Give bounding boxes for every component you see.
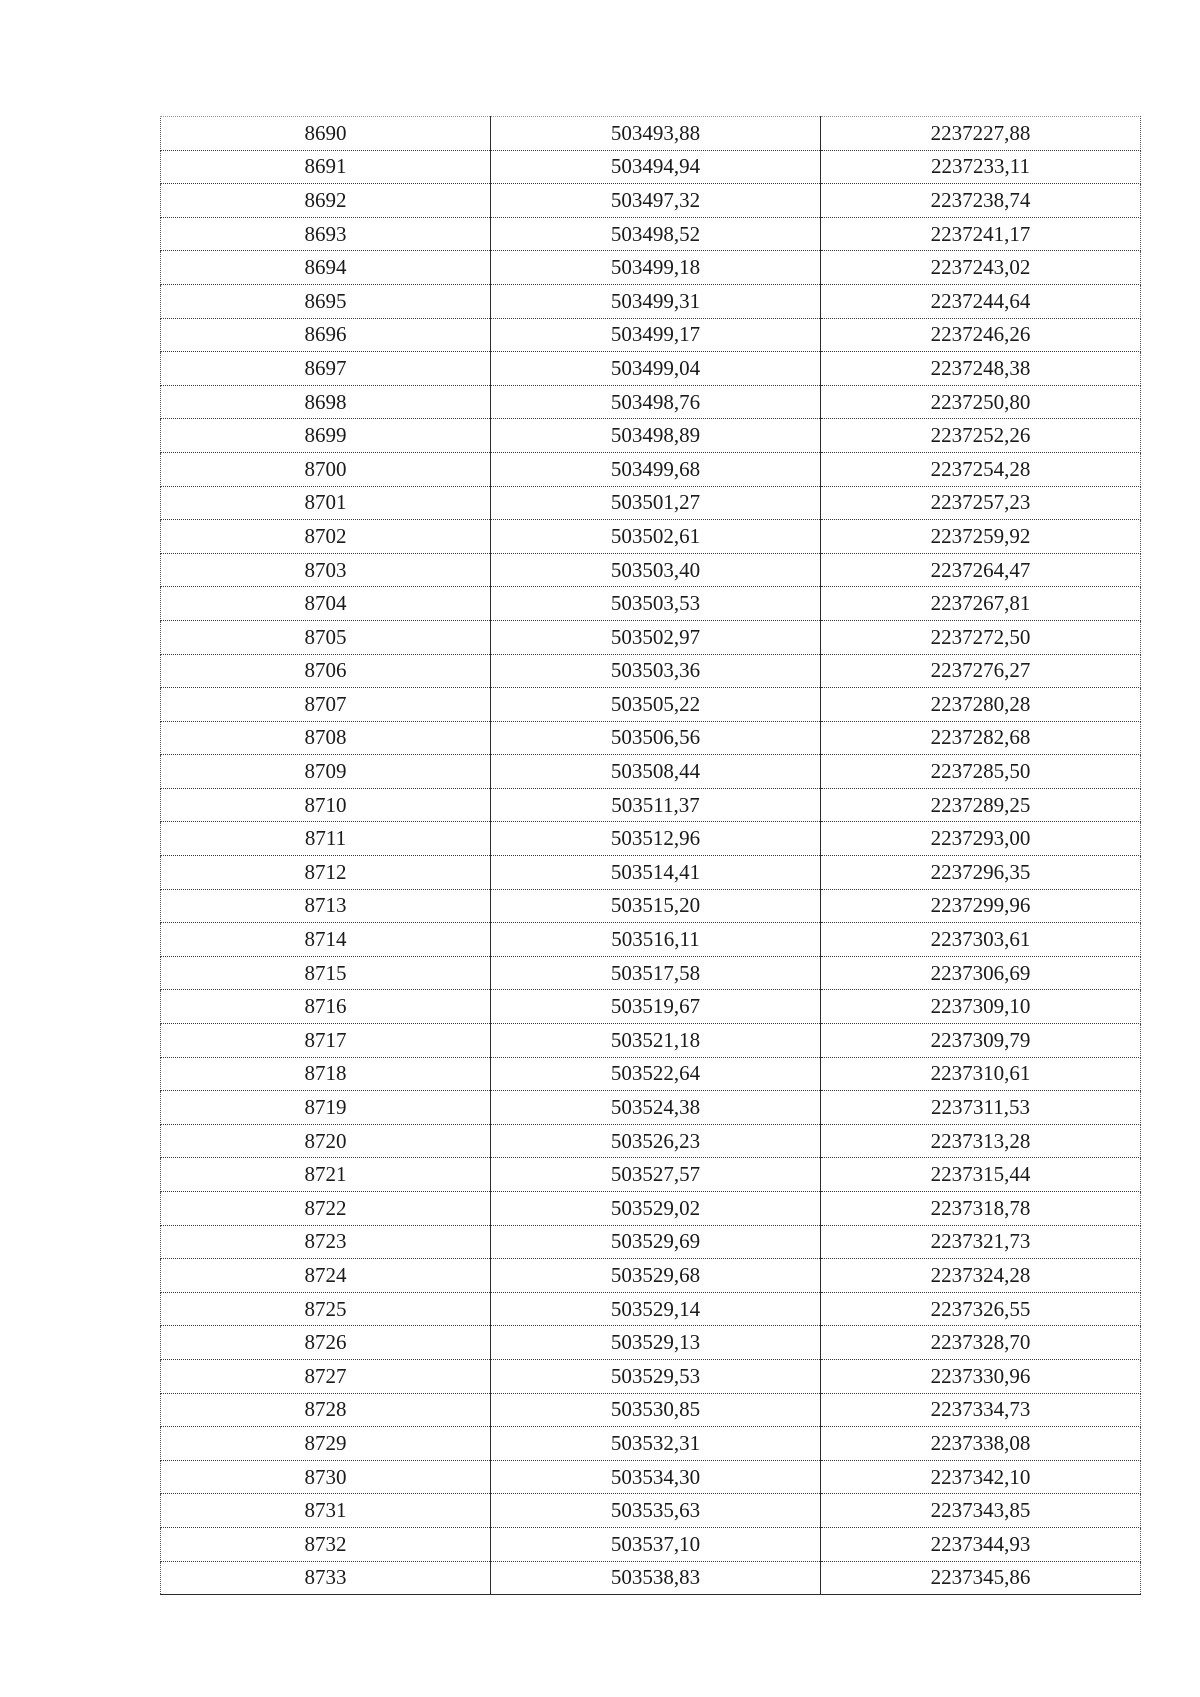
point-number-cell: 8708 [161, 721, 491, 755]
x-coordinate-cell: 503499,17 [491, 318, 821, 352]
x-coordinate-cell: 503515,20 [491, 889, 821, 923]
point-number-cell: 8721 [161, 1158, 491, 1192]
x-coordinate-cell: 503534,30 [491, 1460, 821, 1494]
table-row [161, 923, 1141, 957]
point-number-cell: 8692 [161, 184, 491, 218]
y-coordinate-cell: 2237328,70 [821, 1326, 1141, 1360]
x-coordinate-cell: 503529,14 [491, 1292, 821, 1326]
x-coordinate-cell: 503529,68 [491, 1259, 821, 1293]
point-number-cell: 8728 [161, 1393, 491, 1427]
table-row [161, 788, 1141, 822]
point-number-cell: 8707 [161, 688, 491, 722]
point-number-cell: 8711 [161, 822, 491, 856]
table-row [161, 1124, 1141, 1158]
y-coordinate-cell: 2237330,96 [821, 1359, 1141, 1393]
y-coordinate-cell: 2237250,80 [821, 385, 1141, 419]
y-coordinate-cell: 2237345,86 [821, 1561, 1141, 1595]
x-coordinate-cell: 503538,83 [491, 1561, 821, 1595]
table-row [161, 385, 1141, 419]
x-coordinate-cell: 503535,63 [491, 1494, 821, 1528]
y-coordinate-cell: 2237248,38 [821, 352, 1141, 386]
table-row [161, 1359, 1141, 1393]
table-row [161, 251, 1141, 285]
x-coordinate-cell: 503529,02 [491, 1192, 821, 1226]
y-coordinate-cell: 2237233,11 [821, 150, 1141, 184]
y-coordinate-cell: 2237227,88 [821, 117, 1141, 151]
x-coordinate-cell: 503526,23 [491, 1124, 821, 1158]
y-coordinate-cell: 2237243,02 [821, 251, 1141, 285]
table-row [161, 284, 1141, 318]
table-row [161, 520, 1141, 554]
point-number-cell: 8695 [161, 284, 491, 318]
point-number-cell: 8715 [161, 956, 491, 990]
y-coordinate-cell: 2237267,81 [821, 587, 1141, 621]
point-number-cell: 8720 [161, 1124, 491, 1158]
point-number-cell: 8701 [161, 486, 491, 520]
y-coordinate-cell: 2237282,68 [821, 721, 1141, 755]
y-coordinate-cell: 2237303,61 [821, 923, 1141, 957]
x-coordinate-cell: 503503,40 [491, 553, 821, 587]
point-number-cell: 8699 [161, 419, 491, 453]
y-coordinate-cell: 2237289,25 [821, 788, 1141, 822]
y-coordinate-cell: 2237244,64 [821, 284, 1141, 318]
y-coordinate-cell: 2237326,55 [821, 1292, 1141, 1326]
table-row [161, 889, 1141, 923]
y-coordinate-cell: 2237293,00 [821, 822, 1141, 856]
y-coordinate-cell: 2237280,28 [821, 688, 1141, 722]
table-row [161, 1158, 1141, 1192]
point-number-cell: 8718 [161, 1057, 491, 1091]
table-row [161, 1527, 1141, 1561]
point-number-cell: 8700 [161, 452, 491, 486]
x-coordinate-cell: 503499,68 [491, 452, 821, 486]
y-coordinate-cell: 2237299,96 [821, 889, 1141, 923]
y-coordinate-cell: 2237264,47 [821, 553, 1141, 587]
y-coordinate-cell: 2237318,78 [821, 1192, 1141, 1226]
table-row [161, 587, 1141, 621]
x-coordinate-cell: 503502,61 [491, 520, 821, 554]
table-row [161, 150, 1141, 184]
x-coordinate-cell: 503521,18 [491, 1024, 821, 1058]
table-row [161, 452, 1141, 486]
x-coordinate-cell: 503494,94 [491, 150, 821, 184]
x-coordinate-cell: 503514,41 [491, 856, 821, 890]
x-coordinate-cell: 503524,38 [491, 1091, 821, 1125]
table-row [161, 184, 1141, 218]
y-coordinate-cell: 2237344,93 [821, 1527, 1141, 1561]
table-row [161, 217, 1141, 251]
x-coordinate-cell: 503503,36 [491, 654, 821, 688]
x-coordinate-cell: 503519,67 [491, 990, 821, 1024]
x-coordinate-cell: 503532,31 [491, 1427, 821, 1461]
point-number-cell: 8723 [161, 1225, 491, 1259]
table-row [161, 117, 1141, 151]
x-coordinate-cell: 503499,31 [491, 284, 821, 318]
point-number-cell: 8731 [161, 1494, 491, 1528]
table-row [161, 956, 1141, 990]
table-row [161, 1192, 1141, 1226]
point-number-cell: 8709 [161, 755, 491, 789]
table-row [161, 1091, 1141, 1125]
coordinates-table-body [161, 117, 1141, 1595]
x-coordinate-cell: 503498,89 [491, 419, 821, 453]
y-coordinate-cell: 2237310,61 [821, 1057, 1141, 1091]
table-row [161, 486, 1141, 520]
y-coordinate-cell: 2237313,28 [821, 1124, 1141, 1158]
x-coordinate-cell: 503522,64 [491, 1057, 821, 1091]
table-row [161, 688, 1141, 722]
point-number-cell: 8716 [161, 990, 491, 1024]
y-coordinate-cell: 2237321,73 [821, 1225, 1141, 1259]
table-row [161, 1561, 1141, 1595]
point-number-cell: 8693 [161, 217, 491, 251]
y-coordinate-cell: 2237338,08 [821, 1427, 1141, 1461]
x-coordinate-cell: 503527,57 [491, 1158, 821, 1192]
table-row [161, 822, 1141, 856]
table-row [161, 1393, 1141, 1427]
table-row [161, 1427, 1141, 1461]
x-coordinate-cell: 503537,10 [491, 1527, 821, 1561]
point-number-cell: 8697 [161, 352, 491, 386]
table-row [161, 1225, 1141, 1259]
point-number-cell: 8691 [161, 150, 491, 184]
table-row [161, 856, 1141, 890]
x-coordinate-cell: 503493,88 [491, 117, 821, 151]
point-number-cell: 8730 [161, 1460, 491, 1494]
table-row [161, 1024, 1141, 1058]
y-coordinate-cell: 2237342,10 [821, 1460, 1141, 1494]
y-coordinate-cell: 2237315,44 [821, 1158, 1141, 1192]
y-coordinate-cell: 2237252,26 [821, 419, 1141, 453]
table-row [161, 620, 1141, 654]
point-number-cell: 8702 [161, 520, 491, 554]
y-coordinate-cell: 2237306,69 [821, 956, 1141, 990]
x-coordinate-cell: 503512,96 [491, 822, 821, 856]
table-row [161, 1259, 1141, 1293]
x-coordinate-cell: 503530,85 [491, 1393, 821, 1427]
point-number-cell: 8705 [161, 620, 491, 654]
point-number-cell: 8706 [161, 654, 491, 688]
y-coordinate-cell: 2237276,27 [821, 654, 1141, 688]
y-coordinate-cell: 2237272,50 [821, 620, 1141, 654]
x-coordinate-cell: 503506,56 [491, 721, 821, 755]
x-coordinate-cell: 503503,53 [491, 587, 821, 621]
table-row [161, 990, 1141, 1024]
point-number-cell: 8732 [161, 1527, 491, 1561]
point-number-cell: 8719 [161, 1091, 491, 1125]
x-coordinate-cell: 503499,18 [491, 251, 821, 285]
point-number-cell: 8713 [161, 889, 491, 923]
point-number-cell: 8729 [161, 1427, 491, 1461]
point-number-cell: 8722 [161, 1192, 491, 1226]
y-coordinate-cell: 2237311,53 [821, 1091, 1141, 1125]
point-number-cell: 8712 [161, 856, 491, 890]
point-number-cell: 8690 [161, 117, 491, 151]
point-number-cell: 8724 [161, 1259, 491, 1293]
table-row [161, 1494, 1141, 1528]
table-row [161, 1057, 1141, 1091]
point-number-cell: 8727 [161, 1359, 491, 1393]
point-number-cell: 8703 [161, 553, 491, 587]
coordinates-table [160, 116, 1141, 1595]
x-coordinate-cell: 503517,58 [491, 956, 821, 990]
x-coordinate-cell: 503499,04 [491, 352, 821, 386]
x-coordinate-cell: 503508,44 [491, 755, 821, 789]
y-coordinate-cell: 2237309,10 [821, 990, 1141, 1024]
table-row [161, 1460, 1141, 1494]
x-coordinate-cell: 503497,32 [491, 184, 821, 218]
point-number-cell: 8694 [161, 251, 491, 285]
point-number-cell: 8733 [161, 1561, 491, 1595]
point-number-cell: 8704 [161, 587, 491, 621]
table-row [161, 1292, 1141, 1326]
x-coordinate-cell: 503516,11 [491, 923, 821, 957]
point-number-cell: 8717 [161, 1024, 491, 1058]
table-row [161, 755, 1141, 789]
x-coordinate-cell: 503502,97 [491, 620, 821, 654]
y-coordinate-cell: 2237343,85 [821, 1494, 1141, 1528]
point-number-cell: 8726 [161, 1326, 491, 1360]
y-coordinate-cell: 2237257,23 [821, 486, 1141, 520]
table-row [161, 318, 1141, 352]
x-coordinate-cell: 503505,22 [491, 688, 821, 722]
table-row [161, 721, 1141, 755]
y-coordinate-cell: 2237241,17 [821, 217, 1141, 251]
y-coordinate-cell: 2237296,35 [821, 856, 1141, 890]
x-coordinate-cell: 503498,52 [491, 217, 821, 251]
table-row [161, 553, 1141, 587]
point-number-cell: 8698 [161, 385, 491, 419]
y-coordinate-cell: 2237238,74 [821, 184, 1141, 218]
point-number-cell: 8714 [161, 923, 491, 957]
x-coordinate-cell: 503498,76 [491, 385, 821, 419]
point-number-cell: 8710 [161, 788, 491, 822]
x-coordinate-cell: 503529,53 [491, 1359, 821, 1393]
table-row [161, 1326, 1141, 1360]
table-row [161, 352, 1141, 386]
x-coordinate-cell: 503529,13 [491, 1326, 821, 1360]
y-coordinate-cell: 2237334,73 [821, 1393, 1141, 1427]
point-number-cell: 8696 [161, 318, 491, 352]
y-coordinate-cell: 2237324,28 [821, 1259, 1141, 1293]
y-coordinate-cell: 2237285,50 [821, 755, 1141, 789]
y-coordinate-cell: 2237254,28 [821, 452, 1141, 486]
y-coordinate-cell: 2237246,26 [821, 318, 1141, 352]
y-coordinate-cell: 2237259,92 [821, 520, 1141, 554]
y-coordinate-cell: 2237309,79 [821, 1024, 1141, 1058]
point-number-cell: 8725 [161, 1292, 491, 1326]
table-row [161, 419, 1141, 453]
table-row [161, 654, 1141, 688]
x-coordinate-cell: 503501,27 [491, 486, 821, 520]
x-coordinate-cell: 503529,69 [491, 1225, 821, 1259]
x-coordinate-cell: 503511,37 [491, 788, 821, 822]
